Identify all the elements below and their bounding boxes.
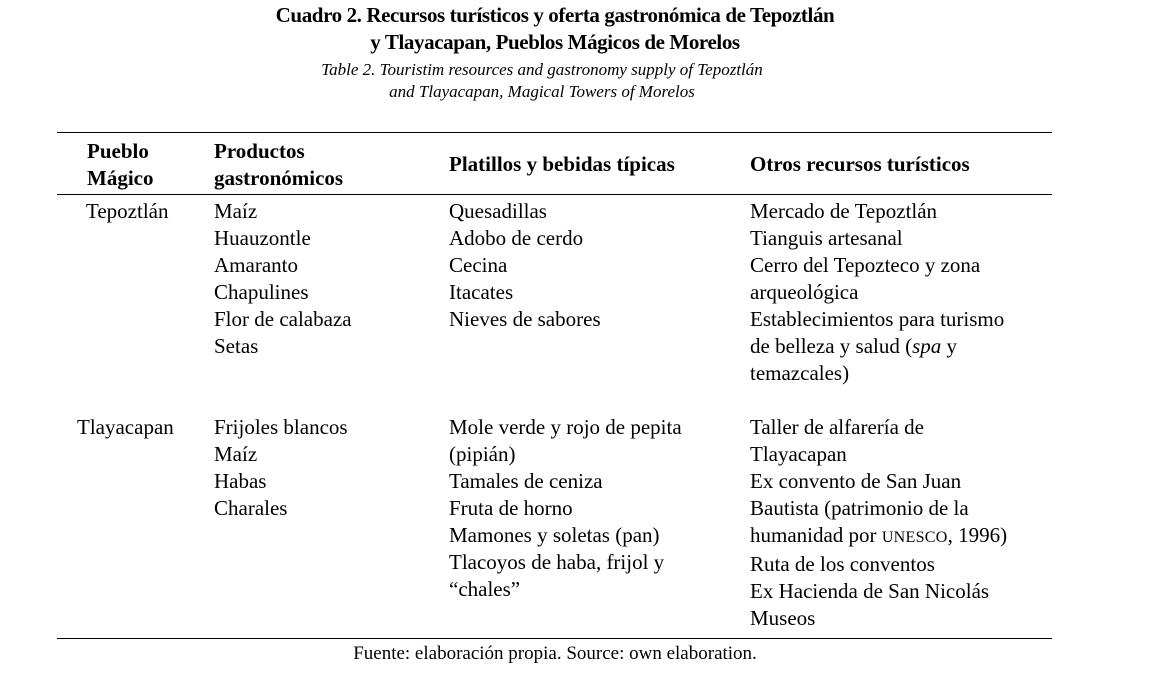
list-item: (pipián)	[449, 442, 516, 466]
text-line: Ruta de los conventos	[750, 552, 935, 576]
list-item: Habas	[214, 469, 267, 493]
row-1-pueblo: Tepoztlán	[86, 199, 169, 223]
row-1-platillos	[449, 198, 601, 333]
text-line: Museos	[750, 606, 816, 630]
table-bottom-rule	[57, 638, 1052, 639]
list-item: Maíz	[214, 199, 258, 223]
row-1-otros	[750, 198, 1004, 387]
table-header-rule	[57, 194, 1052, 195]
list-item: Quesadillas	[449, 199, 547, 223]
row-1-productos	[214, 198, 352, 360]
list-item: Frijoles blancos	[214, 415, 348, 439]
text-line: Establecimientos para turismo	[750, 307, 1005, 331]
text-line: temazcales)	[750, 361, 850, 385]
list-item: Amaranto	[214, 253, 298, 277]
text-line: Cerro del Tepozteco y zona	[750, 253, 981, 277]
text-line: Ex Hacienda de San Nicolás	[750, 579, 990, 603]
row-2-otros	[750, 414, 1007, 632]
text-line: Mercado de Tepoztlán	[750, 199, 938, 223]
list-item: Huauzontle	[214, 226, 311, 250]
text-line: Bautista (patrimonio de la	[750, 496, 969, 520]
header-platillos: Platillos y bebidas típicas	[449, 152, 675, 176]
text-line: Taller de alfarería de	[750, 415, 924, 439]
list-item: Tamales de ceniza	[449, 469, 603, 493]
table-subtitle-line-2: and Tlayacapan, Magical Towers of Morelos	[389, 82, 695, 101]
header-pueblo-magico: Pueblo Mágico	[87, 139, 154, 190]
list-item: Fruta de horno	[449, 496, 573, 520]
text-line: humanidad por UNESCO, 1996)	[750, 523, 1008, 547]
text-line: arqueológica	[750, 280, 859, 304]
list-item: Flor de calabaza	[214, 307, 352, 331]
list-item: Tlacoyos de haba, frijol y	[449, 550, 665, 574]
table-title-line-1: Cuadro 2. Recursos turísticos y oferta gastronómica de Tepoztlán	[275, 3, 835, 27]
list-item: Mamones y soletas (pan)	[449, 523, 660, 547]
text-line: Tianguis artesanal	[750, 226, 903, 250]
header-productos: Productos gastronómicos	[214, 139, 344, 190]
text-line: Ex convento de San Juan	[750, 469, 962, 493]
text-line: Tlayacapan	[750, 442, 847, 466]
list-item: Mole verde y rojo de pepita	[449, 415, 682, 439]
list-item: Maíz	[214, 442, 258, 466]
list-item: Adobo de cerdo	[449, 226, 584, 250]
list-item: “chales”	[449, 577, 521, 601]
list-item: Nieves de sabores	[449, 307, 601, 331]
table-top-rule	[57, 132, 1052, 133]
header-otros: Otros recursos turísticos	[750, 152, 970, 176]
list-item: Chapulines	[214, 280, 309, 304]
list-item: Charales	[214, 496, 288, 520]
table-title-line-2: y Tlayacapan, Pueblos Mágicos de Morelos	[370, 30, 740, 54]
row-2-platillos	[449, 414, 682, 603]
row-2-pueblo: Tlayacapan	[77, 415, 174, 439]
row-2-productos	[214, 414, 348, 522]
list-item: Itacates	[449, 280, 514, 304]
table-source-note: Fuente: elaboración propia. Source: own elaboration.	[353, 643, 757, 664]
list-item: Setas	[214, 334, 259, 358]
text-line: de belleza y salud (spa y	[750, 334, 958, 358]
list-item: Cecina	[449, 253, 508, 277]
table-subtitle-line-1: Table 2. Touristim resources and gastronomy supply of Tepoztlán	[321, 60, 763, 79]
